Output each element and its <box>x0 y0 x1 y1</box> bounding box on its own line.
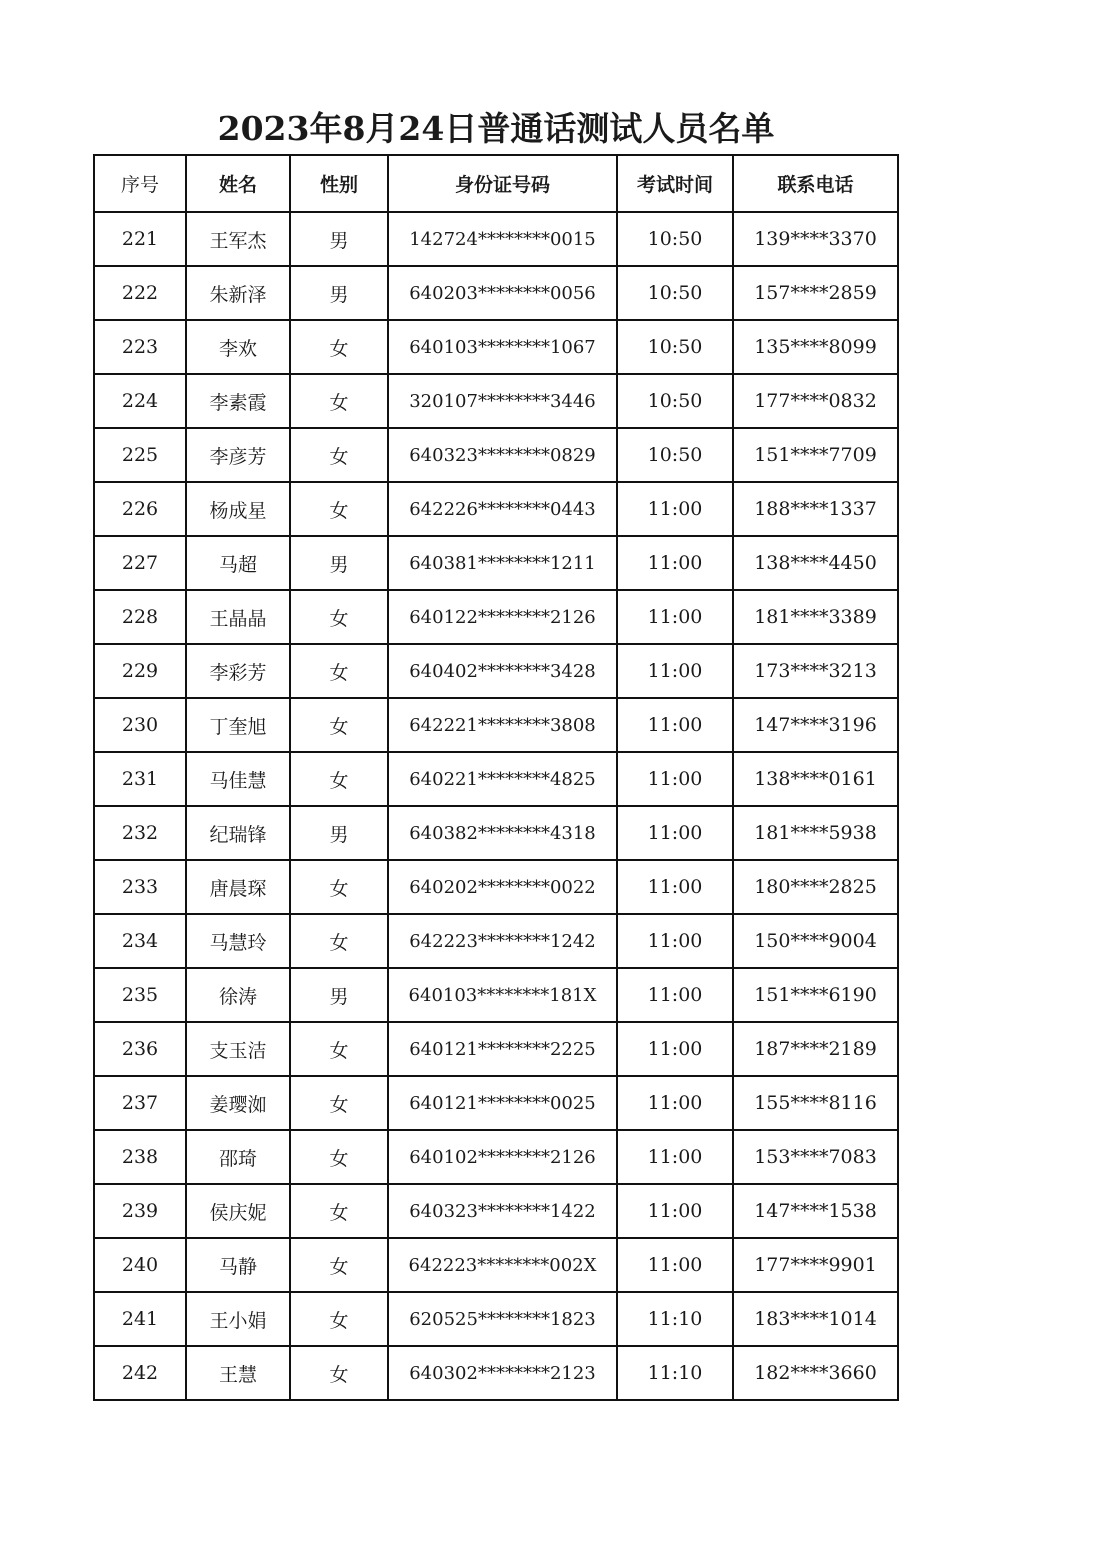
id-number-cell: 640121********0025 <box>388 1076 617 1130</box>
table-row <box>94 698 898 752</box>
exam-time-cell: 11:00 <box>617 644 733 698</box>
gender-cell: 女 <box>290 644 388 698</box>
table-row <box>94 1238 898 1292</box>
header-name: 姓名 <box>186 155 290 212</box>
serial-cell: 242 <box>94 1346 186 1400</box>
name-cell: 李彩芳 <box>186 644 290 698</box>
table-row <box>94 212 898 266</box>
gender-cell: 女 <box>290 914 388 968</box>
gender-cell: 女 <box>290 1184 388 1238</box>
roster-table <box>93 154 899 1401</box>
phone-cell: 135****8099 <box>733 320 898 374</box>
gender-cell: 女 <box>290 1292 388 1346</box>
table-row <box>94 1076 898 1130</box>
name-cell: 王小娟 <box>186 1292 290 1346</box>
id-number-cell: 640381********1211 <box>388 536 617 590</box>
id-number-cell: 640402********3428 <box>388 644 617 698</box>
serial-cell: 237 <box>94 1076 186 1130</box>
id-number-cell: 640202********0022 <box>388 860 617 914</box>
exam-time-cell: 11:10 <box>617 1292 733 1346</box>
id-number-cell: 320107********3446 <box>388 374 617 428</box>
gender-cell: 男 <box>290 968 388 1022</box>
phone-cell: 187****2189 <box>733 1022 898 1076</box>
gender-cell: 女 <box>290 860 388 914</box>
serial-cell: 223 <box>94 320 186 374</box>
table-row <box>94 1346 898 1400</box>
gender-cell: 女 <box>290 1346 388 1400</box>
phone-cell: 150****9004 <box>733 914 898 968</box>
table-row <box>94 914 898 968</box>
exam-time-cell: 11:00 <box>617 860 733 914</box>
serial-cell: 222 <box>94 266 186 320</box>
id-number-cell: 640103********1067 <box>388 320 617 374</box>
phone-cell: 183****1014 <box>733 1292 898 1346</box>
serial-cell: 238 <box>94 1130 186 1184</box>
exam-time-cell: 11:00 <box>617 482 733 536</box>
serial-cell: 226 <box>94 482 186 536</box>
exam-time-cell: 11:00 <box>617 806 733 860</box>
exam-time-cell: 11:00 <box>617 1022 733 1076</box>
name-cell: 王慧 <box>186 1346 290 1400</box>
gender-cell: 女 <box>290 482 388 536</box>
exam-time-cell: 11:00 <box>617 590 733 644</box>
id-number-cell: 640103********181X <box>388 968 617 1022</box>
page-title: 2023年8月24日普通话测试人员名单 <box>217 109 775 148</box>
exam-time-cell: 10:50 <box>617 428 733 482</box>
header-id-number: 身份证号码 <box>388 155 617 212</box>
exam-time-cell: 11:10 <box>617 1346 733 1400</box>
phone-cell: 155****8116 <box>733 1076 898 1130</box>
exam-time-cell: 11:00 <box>617 1238 733 1292</box>
id-number-cell: 642226********0443 <box>388 482 617 536</box>
serial-cell: 234 <box>94 914 186 968</box>
id-number-cell: 640302********2123 <box>388 1346 617 1400</box>
table-row <box>94 968 898 1022</box>
name-cell: 李素霞 <box>186 374 290 428</box>
table-row <box>94 860 898 914</box>
exam-time-cell: 10:50 <box>617 374 733 428</box>
id-number-cell: 642223********1242 <box>388 914 617 968</box>
table-row <box>94 1022 898 1076</box>
id-number-cell: 642223********002X <box>388 1238 617 1292</box>
exam-time-cell: 10:50 <box>617 266 733 320</box>
name-cell: 丁奎旭 <box>186 698 290 752</box>
id-number-cell: 640323********1422 <box>388 1184 617 1238</box>
serial-cell: 232 <box>94 806 186 860</box>
gender-cell: 女 <box>290 374 388 428</box>
header-phone: 联系电话 <box>733 155 898 212</box>
table-row <box>94 482 898 536</box>
table-row <box>94 1292 898 1346</box>
gender-cell: 男 <box>290 266 388 320</box>
id-number-cell: 640323********0829 <box>388 428 617 482</box>
name-cell: 朱新泽 <box>186 266 290 320</box>
header-exam-time: 考试时间 <box>617 155 733 212</box>
serial-cell: 241 <box>94 1292 186 1346</box>
id-number-cell: 640102********2126 <box>388 1130 617 1184</box>
name-cell: 姜璎洳 <box>186 1076 290 1130</box>
table-row <box>94 374 898 428</box>
exam-time-cell: 10:50 <box>617 320 733 374</box>
exam-time-cell: 11:00 <box>617 1130 733 1184</box>
phone-cell: 138****4450 <box>733 536 898 590</box>
exam-time-cell: 11:00 <box>617 914 733 968</box>
phone-cell: 157****2859 <box>733 266 898 320</box>
header-gender: 性别 <box>290 155 388 212</box>
name-cell: 唐晨琛 <box>186 860 290 914</box>
serial-cell: 236 <box>94 1022 186 1076</box>
gender-cell: 女 <box>290 1022 388 1076</box>
gender-cell: 女 <box>290 698 388 752</box>
exam-time-cell: 11:00 <box>617 968 733 1022</box>
name-cell: 支玉洁 <box>186 1022 290 1076</box>
phone-cell: 153****7083 <box>733 1130 898 1184</box>
phone-cell: 151****7709 <box>733 428 898 482</box>
table-row <box>94 752 898 806</box>
serial-cell: 221 <box>94 212 186 266</box>
table-row <box>94 1130 898 1184</box>
id-number-cell: 640122********2126 <box>388 590 617 644</box>
gender-cell: 女 <box>290 752 388 806</box>
table-row <box>94 320 898 374</box>
table-body <box>94 212 898 1400</box>
gender-cell: 女 <box>290 320 388 374</box>
id-number-cell: 640221********4825 <box>388 752 617 806</box>
serial-cell: 235 <box>94 968 186 1022</box>
phone-cell: 180****2825 <box>733 860 898 914</box>
table-row <box>94 806 898 860</box>
serial-cell: 239 <box>94 1184 186 1238</box>
name-cell: 邵琦 <box>186 1130 290 1184</box>
name-cell: 徐涛 <box>186 968 290 1022</box>
name-cell: 马超 <box>186 536 290 590</box>
name-cell: 李欢 <box>186 320 290 374</box>
table-row <box>94 536 898 590</box>
exam-time-cell: 11:00 <box>617 698 733 752</box>
phone-cell: 188****1337 <box>733 482 898 536</box>
id-number-cell: 640121********2225 <box>388 1022 617 1076</box>
gender-cell: 男 <box>290 212 388 266</box>
phone-cell: 151****6190 <box>733 968 898 1022</box>
gender-cell: 男 <box>290 536 388 590</box>
serial-cell: 224 <box>94 374 186 428</box>
id-number-cell: 640203********0056 <box>388 266 617 320</box>
gender-cell: 女 <box>290 590 388 644</box>
table-row <box>94 428 898 482</box>
phone-cell: 181****3389 <box>733 590 898 644</box>
serial-cell: 233 <box>94 860 186 914</box>
serial-cell: 230 <box>94 698 186 752</box>
name-cell: 杨成星 <box>186 482 290 536</box>
id-number-cell: 640382********4318 <box>388 806 617 860</box>
gender-cell: 男 <box>290 806 388 860</box>
exam-time-cell: 11:00 <box>617 752 733 806</box>
name-cell: 马佳慧 <box>186 752 290 806</box>
serial-cell: 228 <box>94 590 186 644</box>
phone-cell: 173****3213 <box>733 644 898 698</box>
id-number-cell: 142724********0015 <box>388 212 617 266</box>
name-cell: 马静 <box>186 1238 290 1292</box>
table-row <box>94 644 898 698</box>
exam-time-cell: 10:50 <box>617 212 733 266</box>
serial-cell: 231 <box>94 752 186 806</box>
header-serial: 序号 <box>94 155 186 212</box>
gender-cell: 女 <box>290 1130 388 1184</box>
exam-time-cell: 11:00 <box>617 1076 733 1130</box>
phone-cell: 138****0161 <box>733 752 898 806</box>
gender-cell: 女 <box>290 428 388 482</box>
name-cell: 纪瑞锋 <box>186 806 290 860</box>
table-row <box>94 1184 898 1238</box>
id-number-cell: 620525********1823 <box>388 1292 617 1346</box>
phone-cell: 177****9901 <box>733 1238 898 1292</box>
phone-cell: 147****3196 <box>733 698 898 752</box>
id-number-cell: 642221********3808 <box>388 698 617 752</box>
name-cell: 王军杰 <box>186 212 290 266</box>
phone-cell: 139****3370 <box>733 212 898 266</box>
serial-cell: 225 <box>94 428 186 482</box>
serial-cell: 227 <box>94 536 186 590</box>
table-row <box>94 266 898 320</box>
table-row <box>94 590 898 644</box>
phone-cell: 181****5938 <box>733 806 898 860</box>
exam-time-cell: 11:00 <box>617 536 733 590</box>
table-header-row <box>94 155 898 212</box>
phone-cell: 147****1538 <box>733 1184 898 1238</box>
exam-time-cell: 11:00 <box>617 1184 733 1238</box>
gender-cell: 女 <box>290 1076 388 1130</box>
name-cell: 侯庆妮 <box>186 1184 290 1238</box>
serial-cell: 229 <box>94 644 186 698</box>
gender-cell: 女 <box>290 1238 388 1292</box>
phone-cell: 182****3660 <box>733 1346 898 1400</box>
serial-cell: 240 <box>94 1238 186 1292</box>
name-cell: 马慧玲 <box>186 914 290 968</box>
name-cell: 李彦芳 <box>186 428 290 482</box>
phone-cell: 177****0832 <box>733 374 898 428</box>
name-cell: 王晶晶 <box>186 590 290 644</box>
